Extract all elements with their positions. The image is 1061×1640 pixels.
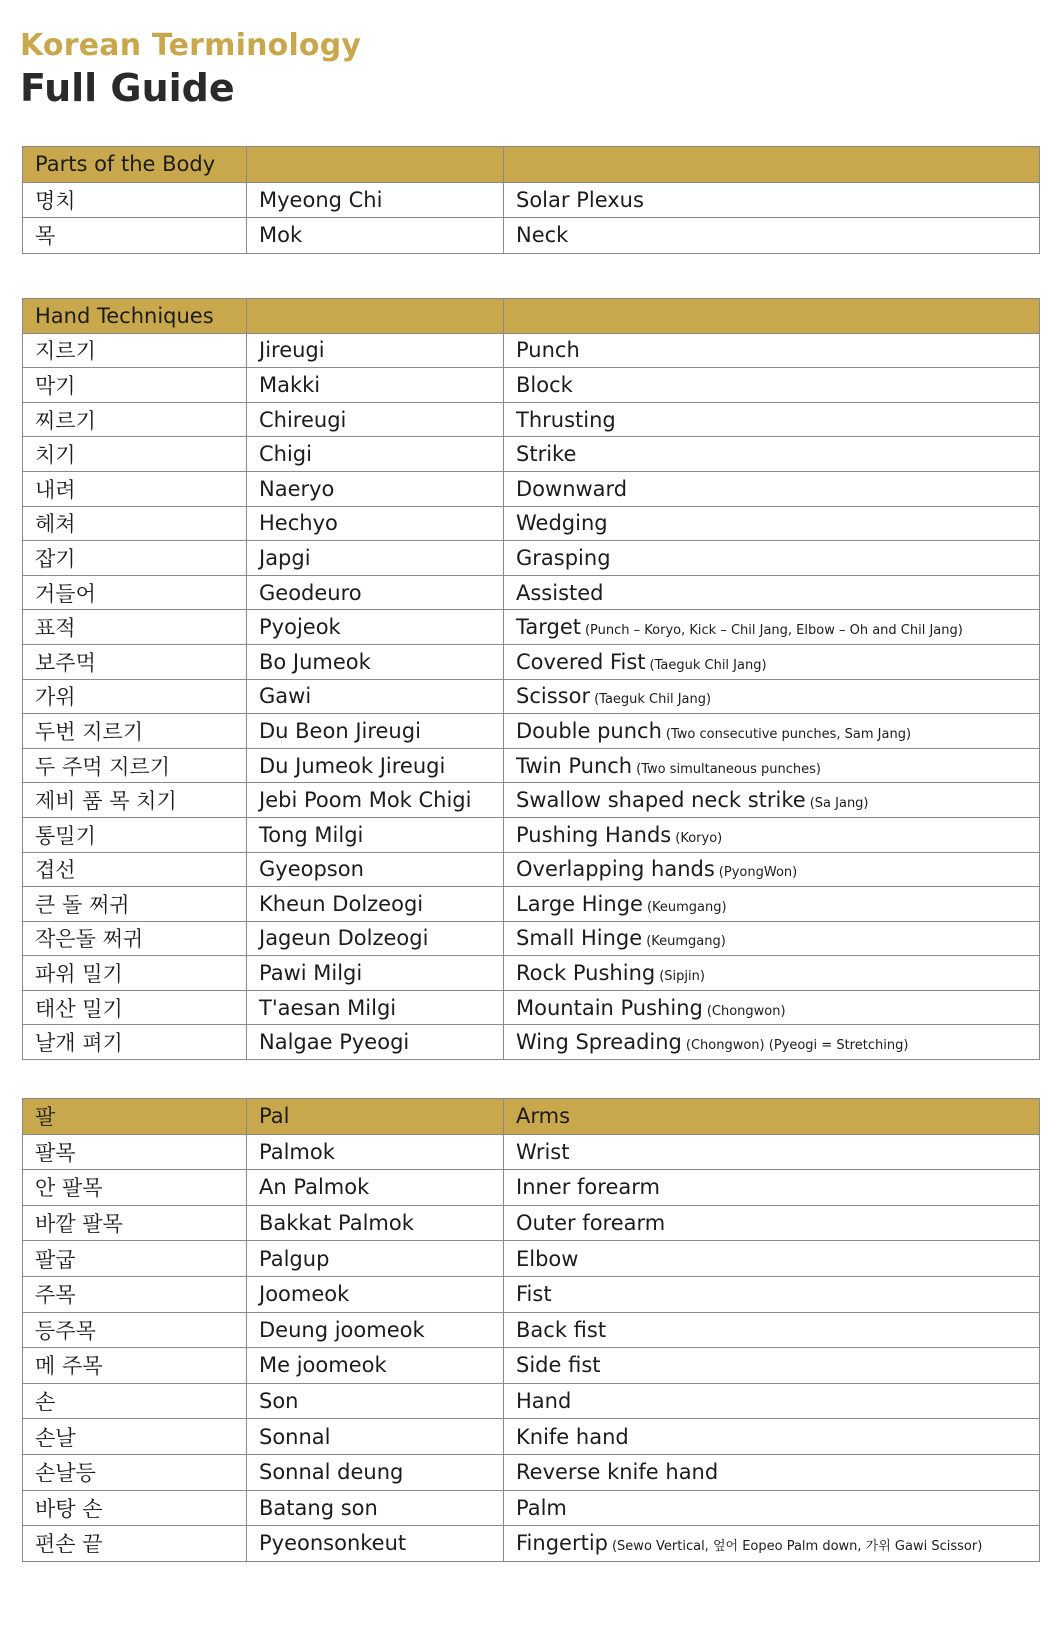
english-label: Knife hand [516,1424,629,1449]
romanized-term: Palgup [247,1241,504,1277]
english-term [504,1170,1040,1206]
english-label: Mountain Pushing [516,995,703,1020]
romanized-term: Mok [247,218,504,254]
english-term [504,1025,1040,1060]
romanized-term: Jageun Dolzeogi [247,921,504,956]
english-label: Punch [516,338,580,363]
table-row [23,644,1040,679]
table-row [23,748,1040,783]
korean-term: 찌르기 [23,402,247,437]
section-header-cell: Hand Techniques [23,299,247,334]
english-note: (Taeguk Chil Jang) [649,657,767,673]
korean-term: 큰 돌 쩌귀 [23,887,247,922]
korean-term: 태산 밀기 [23,990,247,1025]
english-label: Palm [516,1495,567,1520]
romanized-term: Palmok [247,1134,504,1170]
english-term [504,679,1040,714]
english-label: Neck [516,223,569,248]
korean-term: 헤쳐 [23,506,247,541]
section-header-cell: 팔 [23,1099,247,1135]
romanized-term: Joomeok [247,1276,504,1312]
korean-term: 작은돌 쩌귀 [23,921,247,956]
table-row [23,783,1040,818]
english-note: (Sewo Vertical, 엎어 Eopeo Palm down, 가위 Gawi Scissor) [611,1539,983,1555]
english-term [504,506,1040,541]
english-term [504,887,1040,922]
table-row [23,1454,1040,1490]
table-row [23,610,1040,645]
table-row [23,817,1040,852]
table-row [23,1312,1040,1348]
romanized-term: Myeong Chi [247,182,504,218]
english-term [504,541,1040,576]
romanized-term: Chigi [247,437,504,472]
english-term [504,990,1040,1025]
table-row [23,956,1040,991]
korean-term: 팔목 [23,1134,247,1170]
table-row [23,333,1040,368]
english-note: (Sa Jang) [809,796,869,812]
korean-term: 날개 펴기 [23,1025,247,1060]
english-term [504,1348,1040,1384]
english-label: Inner forearm [516,1175,660,1200]
romanized-term: Pyeonsonkeut [247,1526,504,1562]
table-row [23,887,1040,922]
english-label: Twin Punch [516,753,633,778]
page-title: Full Guide [20,66,235,110]
korean-term: 팔굽 [23,1241,247,1277]
english-term [504,1205,1040,1241]
table-parts-of-body [22,146,1040,254]
romanized-term: Pyojeok [247,610,504,645]
table-row [23,1170,1040,1206]
korean-term: 손 [23,1383,247,1419]
romanized-term: Bakkat Palmok [247,1205,504,1241]
english-label: Swallow shaped neck strike [516,788,806,813]
english-label: Wrist [516,1139,570,1164]
romanized-term: Nalgae Pyeogi [247,1025,504,1060]
english-label: Scissor [516,684,591,709]
english-term [504,610,1040,645]
korean-term: 보주먹 [23,644,247,679]
korean-term: 제비 품 목 치기 [23,783,247,818]
english-term [504,1490,1040,1526]
english-term [504,1383,1040,1419]
romanized-term: Son [247,1383,504,1419]
english-term [504,437,1040,472]
korean-term: 막기 [23,368,247,403]
english-term [504,956,1040,991]
section-header-row [23,147,1040,183]
korean-term: 잡기 [23,541,247,576]
english-label: Rock Pushing [516,961,656,986]
korean-term: 가위 [23,679,247,714]
english-term [504,575,1040,610]
section-header-cell [247,299,504,334]
romanized-term: Gyeopson [247,852,504,887]
romanized-term: Du Jumeok Jireugi [247,748,504,783]
english-term [504,1312,1040,1348]
romanized-term: T'aesan Milgi [247,990,504,1025]
table-row [23,1348,1040,1384]
romanized-term: Geodeuro [247,575,504,610]
korean-term: 바탕 손 [23,1490,247,1526]
romanized-term: Me joomeok [247,1348,504,1384]
english-note: (Two simultaneous punches) [636,761,821,777]
korean-term: 바깥 팔목 [23,1205,247,1241]
korean-term: 메 주목 [23,1348,247,1384]
table-arms [22,1098,1040,1562]
english-note: (Koryo) [675,830,723,846]
section-header-cell: Arms [504,1099,1040,1135]
english-label: Outer forearm [516,1211,666,1236]
korean-term: 두 주먹 지르기 [23,748,247,783]
english-label: Solar Plexus [516,187,644,212]
table-row [23,506,1040,541]
table-row [23,1134,1040,1170]
english-label: Hand [516,1389,572,1414]
romanized-term: Sonnal [247,1419,504,1455]
english-label: Back fist [516,1317,607,1342]
korean-term: 명치 [23,182,247,218]
romanized-term: Kheun Dolzeogi [247,887,504,922]
table-row [23,679,1040,714]
english-note: (Chongwon) [706,1003,786,1019]
table-row [23,921,1040,956]
english-term [504,852,1040,887]
romanized-term: Hechyo [247,506,504,541]
korean-term: 겹선 [23,852,247,887]
section-header-row [23,1099,1040,1135]
korean-term: 손날 [23,1419,247,1455]
korean-term: 파위 밀기 [23,956,247,991]
english-label: Wing Spreading [516,1030,682,1055]
english-label: Double punch [516,718,662,743]
romanized-term: Deung joomeok [247,1312,504,1348]
english-term [504,368,1040,403]
english-term [504,921,1040,956]
korean-term: 안 팔목 [23,1170,247,1206]
english-term [504,402,1040,437]
korean-term: 거들어 [23,575,247,610]
romanized-term: An Palmok [247,1170,504,1206]
romanized-term: Japgi [247,541,504,576]
romanized-term: Makki [247,368,504,403]
romanized-term: Jireugi [247,333,504,368]
english-note: (Keumgang) [646,934,726,950]
english-label: Covered Fist [516,649,646,674]
table-row [23,1205,1040,1241]
english-label: Side fist [516,1353,601,1378]
english-label: Block [516,372,573,397]
english-label: Elbow [516,1246,579,1271]
romanized-term: Sonnal deung [247,1454,504,1490]
english-term [504,471,1040,506]
table-row [23,437,1040,472]
table-row [23,541,1040,576]
english-term [504,1241,1040,1277]
english-term [504,333,1040,368]
english-term [504,1134,1040,1170]
english-note: (Two consecutive punches, Sam Jang) [665,726,912,742]
english-label: Thrusting [516,407,616,432]
table-row [23,990,1040,1025]
korean-term: 편손 끝 [23,1526,247,1562]
romanized-term: Bo Jumeok [247,644,504,679]
english-note: (Chongwon) (Pyeogi = Stretching) [685,1038,909,1054]
romanized-term: Du Beon Jireugi [247,714,504,749]
english-label: Assisted [516,580,604,605]
romanized-term: Chireugi [247,402,504,437]
english-term [504,1454,1040,1490]
table-row [23,1383,1040,1419]
english-label: Downward [516,476,628,501]
english-term [504,644,1040,679]
english-label: Pushing Hands [516,822,672,847]
table-row [23,1526,1040,1562]
section-header-cell [504,299,1040,334]
korean-term: 통밀기 [23,817,247,852]
english-term [504,714,1040,749]
romanized-term: Pawi Milgi [247,956,504,991]
english-term [504,182,1040,218]
korean-term: 등주목 [23,1312,247,1348]
section-header-cell [504,147,1040,183]
english-note: (Sipjin) [659,969,705,985]
korean-term: 표적 [23,610,247,645]
korean-term: 치기 [23,437,247,472]
table-row [23,1419,1040,1455]
page-subtitle: Korean Terminology [20,28,362,63]
english-label: Strike [516,442,577,467]
table-row [23,1490,1040,1526]
english-label: Grasping [516,545,611,570]
table-row [23,852,1040,887]
english-label: Overlapping hands [516,857,715,882]
english-term [504,783,1040,818]
table-row [23,368,1040,403]
korean-term: 내려 [23,471,247,506]
table-row [23,1276,1040,1312]
korean-term: 지르기 [23,333,247,368]
korean-term: 주목 [23,1276,247,1312]
table-row [23,471,1040,506]
romanized-term: Gawi [247,679,504,714]
english-label: Reverse knife hand [516,1460,719,1485]
english-term [504,1526,1040,1562]
section-header-cell [247,147,504,183]
romanized-term: Batang son [247,1490,504,1526]
english-term [504,748,1040,783]
romanized-term: Tong Milgi [247,817,504,852]
english-term [504,218,1040,254]
korean-term: 두번 지르기 [23,714,247,749]
table-row [23,575,1040,610]
table-hand-techniques [22,298,1040,1060]
english-label: Small Hinge [516,926,643,951]
english-term [504,817,1040,852]
romanized-term: Jebi Poom Mok Chigi [247,783,504,818]
english-note: (Punch – Koryo, Kick – Chil Jang, Elbow – Oh and Chil Jang) [584,623,963,639]
section-header-row [23,299,1040,334]
english-label: Wedging [516,511,608,536]
english-note: (Taeguk Chil Jang) [594,692,712,708]
english-label: Large Hinge [516,891,643,916]
table-row [23,402,1040,437]
romanized-term: Naeryo [247,471,504,506]
english-note: (Keumgang) [646,899,727,915]
korean-term: 손날등 [23,1454,247,1490]
table-row [23,218,1040,254]
table-row [23,1025,1040,1060]
english-term [504,1419,1040,1455]
table-row [23,182,1040,218]
table-row [23,1241,1040,1277]
english-note: (PyongWon) [718,865,798,881]
english-label: Fist [516,1282,552,1307]
english-label: Target [516,615,581,640]
section-header-cell: Parts of the Body [23,147,247,183]
english-term [504,1276,1040,1312]
korean-term: 목 [23,218,247,254]
table-row [23,714,1040,749]
section-header-cell: Pal [247,1099,504,1135]
english-label: Fingertip [516,1531,608,1556]
